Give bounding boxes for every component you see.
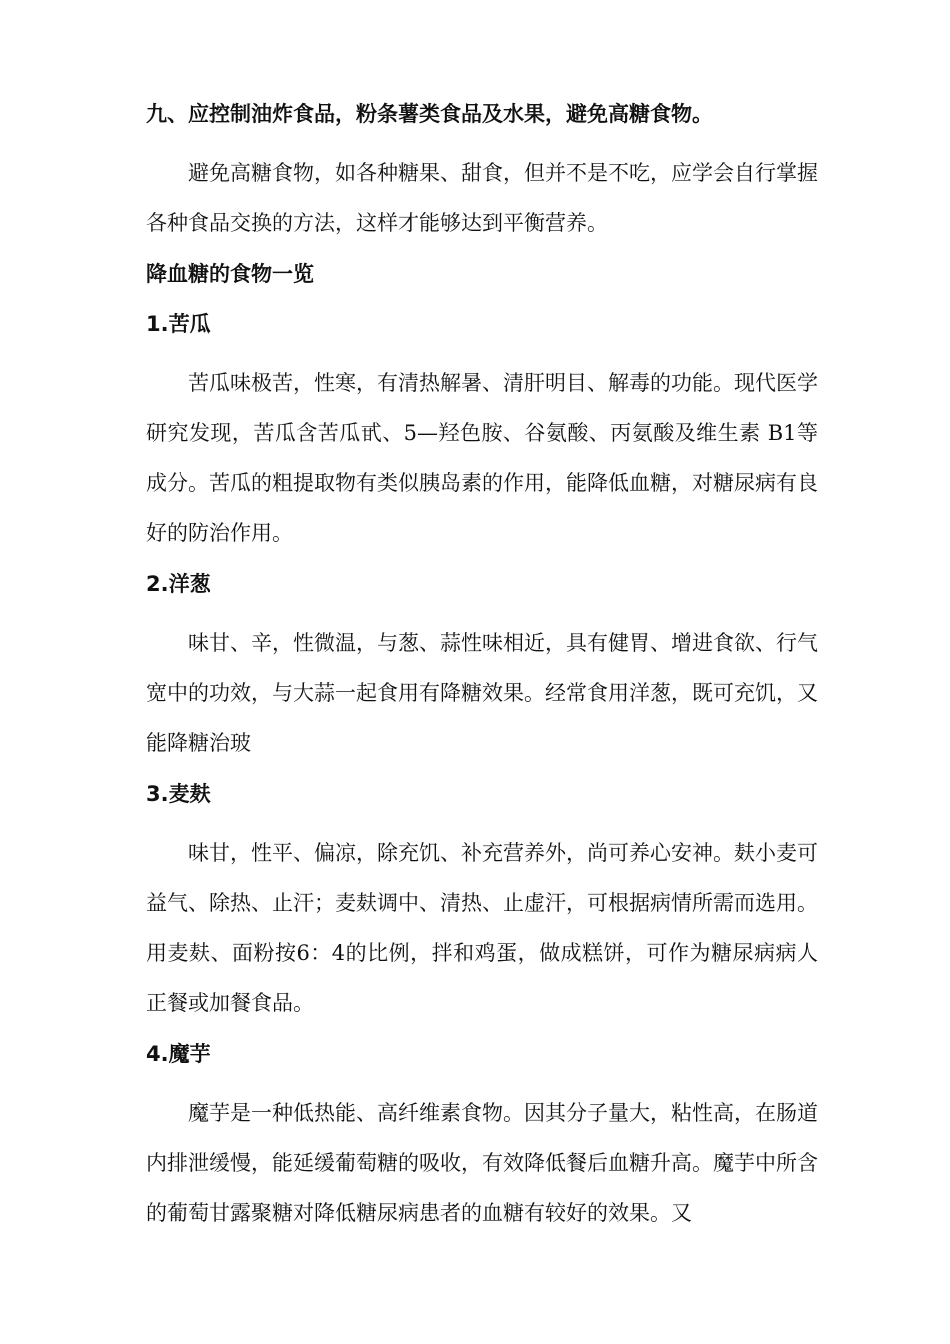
food-item-heading-konjac: 4.魔芋 xyxy=(146,1042,211,1066)
food-item-paragraph-wheat-bran: 味甘，性平、偏凉，除充饥、补充营养外，尚可养心安神。麸小麦可益气、除热、止汗；麦麸调中、清热、止虚汗，可根据病情所需而选用。用麦麸、面粉按6：4的比例，拌和鸡蛋，做成糕饼，可作为糖尿病病人正餐或加餐食品。 xyxy=(146,841,818,1015)
food-item-heading-wheat-bran: 3.麦麸 xyxy=(146,782,211,806)
section-nine-paragraph: 避免高糖食物，如各种糖果、甜食，但并不是不吃，应学会自行掌握各种食品交换的方法，这样才能够达到平衡营养。 xyxy=(146,161,818,235)
food-item-paragraph-onion: 味甘、辛，性微温，与葱、蒜性味相近，具有健胃、增进食欲、行气宽中的功效，与大蒜一起食用有降糖效果。经常食用洋葱，既可充饥，又能降糖治玻 xyxy=(146,631,818,755)
food-item-heading-bitter-melon: 1.苦瓜 xyxy=(146,312,211,336)
food-item-paragraph-konjac: 魔芋是一种低热能、高纤维素食物。因其分子量大，粘性高，在肠道内排泄缓慢，能延缓葡萄糖的吸收，有效降低餐后血糖升高。魔芋中所含的葡萄甘露聚糖对降低糖尿病患者的血糖有较好的效果。又 xyxy=(146,1101,818,1225)
document-page xyxy=(146,98,818,1238)
food-list-title: 降血糖的食物一览 xyxy=(146,262,314,286)
section-nine-heading: 九、应控制油炸食品，粉条薯类食品及水果，避免高糖食物。 xyxy=(146,102,713,126)
food-item-paragraph-bitter-melon: 苦瓜味极苦，性寒，有清热解暑、清肝明目、解毒的功能。现代医学研究发现，苦瓜含苦瓜甙、5—羟色胺、谷氨酸、丙氨酸及维生素 B1等成分。苦瓜的粗提取物有类似胰岛素的作用，能降低血糖，对糖尿病有良好的防治作用。 xyxy=(146,371,818,545)
food-item-heading-onion: 2.洋葱 xyxy=(146,572,211,596)
